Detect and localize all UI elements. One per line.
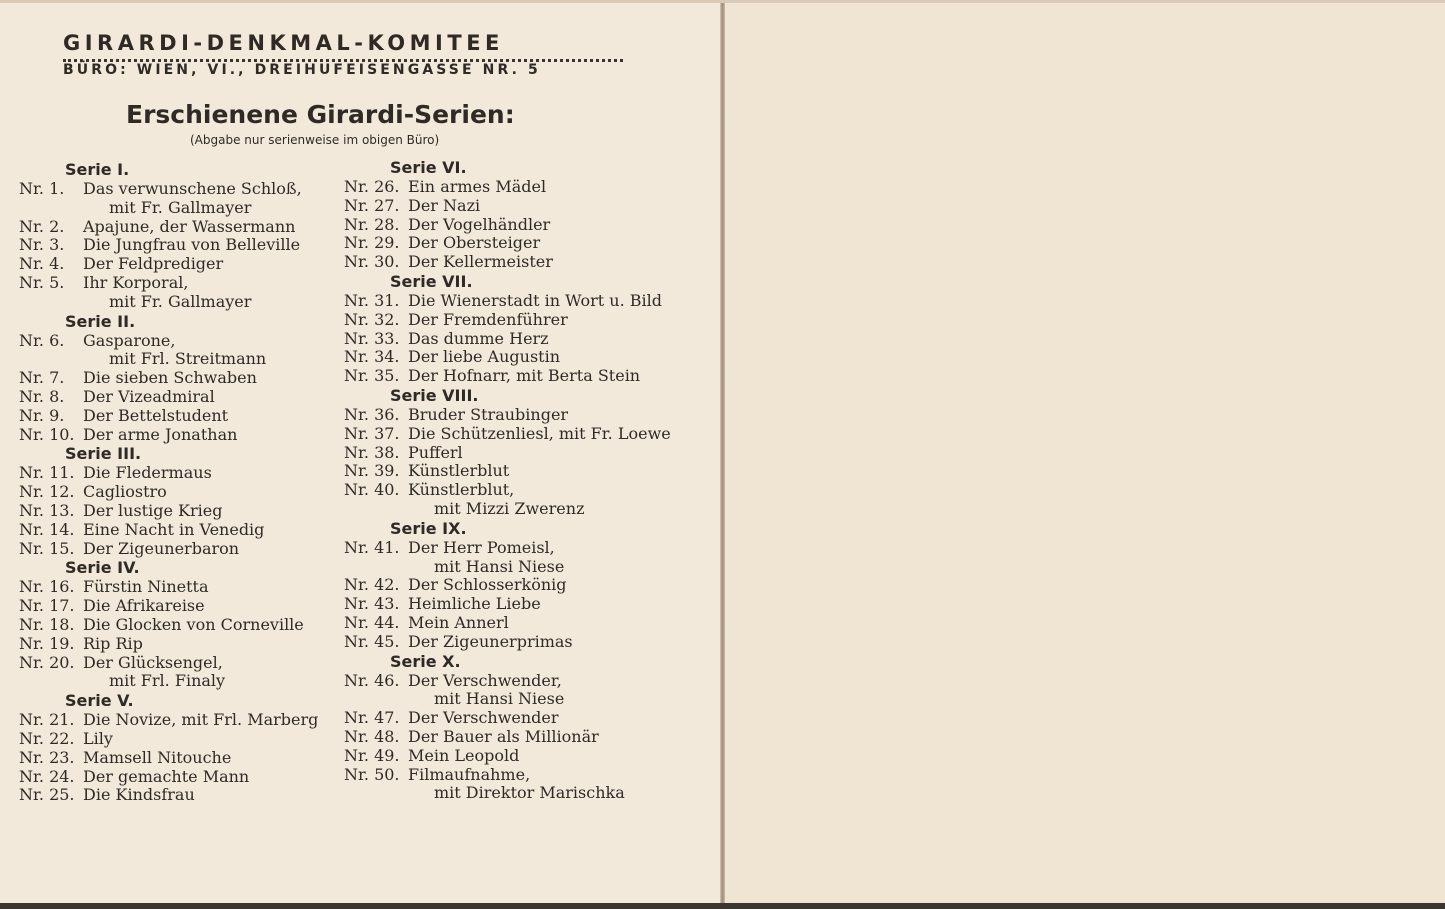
entry-continuation: mit Mizzi Zwerenz [434, 498, 585, 518]
series-entry [344, 747, 671, 766]
entry-title: Der Verschwender, [408, 670, 562, 690]
serie-heading: Serie II. [65, 311, 136, 331]
entry-number: Nr. 5. [19, 272, 65, 292]
top-edge [0, 0, 1445, 3]
series-entry [19, 730, 318, 749]
serie-heading: Serie V. [65, 691, 134, 711]
series-entry [344, 311, 671, 330]
committee-name: GIRARDI-DENKMAL-KOMITEE [63, 31, 504, 55]
serie-block [344, 519, 671, 652]
entry-title: Filmaufnahme, [408, 764, 531, 784]
entry-number: Nr. 39. [344, 461, 400, 481]
entry-title: Der Verschwender [408, 708, 559, 728]
entry-title: Mein Annerl [408, 612, 509, 632]
entry-title: Der Zigeunerprimas [408, 631, 573, 651]
serie-heading: Serie I. [65, 160, 130, 179]
series-entry [19, 786, 318, 805]
series-entry [19, 768, 318, 787]
serie-heading: Serie IV. [65, 558, 140, 578]
serie-heading: Serie VI. [390, 158, 467, 177]
entry-title: Der Schlosserkönig [408, 575, 567, 595]
series-entry [344, 178, 671, 197]
series-entry [344, 234, 671, 253]
series-entry [19, 180, 318, 199]
serie-block [19, 558, 318, 691]
entry-number: Nr. 37. [344, 423, 400, 443]
entry-number: Nr. 22. [19, 728, 75, 748]
series-column-left [19, 160, 318, 805]
entry-title: Der Hofnarr, mit Berta Stein [408, 366, 641, 386]
entry-title: Der Herr Pomeisl, [408, 537, 555, 557]
entry-title: Der Nazi [408, 195, 481, 215]
serie-heading: Serie X. [390, 651, 461, 671]
entry-title: Der Glücksengel, [83, 652, 223, 672]
series-entry [19, 369, 318, 388]
entry-title: Die Fledermaus [83, 463, 212, 483]
serie-heading: Serie VII. [390, 271, 473, 291]
entry-number: Nr. 43. [344, 594, 400, 614]
series-entry [344, 576, 671, 595]
entry-title: Die Wienerstadt in Wort u. Bild [408, 290, 662, 310]
entry-continuation: mit Fr. Gallmayer [109, 291, 252, 311]
series-entry [344, 292, 671, 311]
entry-number: Nr. 45. [344, 631, 400, 651]
serie-block [344, 386, 671, 519]
entry-number: Nr. 2. [19, 216, 65, 236]
entry-number: Nr. 38. [344, 442, 400, 462]
entry-number: Nr. 6. [19, 330, 65, 350]
entry-title: Der Vizeadmiral [83, 386, 215, 406]
entry-number: Nr. 34. [344, 347, 400, 367]
entry-number: Nr. 3. [19, 235, 65, 255]
series-entry [19, 255, 318, 274]
page-title: Erschienene Girardi-Serien: [126, 100, 515, 129]
entry-title: Bruder Straubinger [408, 404, 569, 424]
entry-number: Nr. 25. [19, 785, 75, 805]
series-entry [19, 388, 318, 407]
entry-number: Nr. 35. [344, 366, 400, 386]
series-entry [344, 539, 671, 558]
entry-number: Nr. 17. [19, 596, 75, 616]
entry-title: Die Afrikareise [83, 596, 205, 616]
page-subtitle: (Abgabe nur serienweise im obigen Büro) [190, 133, 440, 147]
entry-title: Die sieben Schwaben [83, 368, 257, 388]
entry-title: Die Novize, mit Frl. Marberg [83, 710, 319, 730]
series-entry [344, 348, 671, 367]
entry-title: Das verwunschene Schloß, [83, 179, 302, 198]
serie-block [344, 272, 671, 386]
entry-number: Nr. 21. [19, 710, 75, 730]
series-entry [344, 253, 671, 272]
series-entry [344, 672, 671, 691]
series-entry [19, 540, 318, 559]
entry-title: Heimliche Liebe [408, 594, 541, 614]
entry-number: Nr. 11. [19, 463, 75, 483]
entry-number: Nr. 8. [19, 386, 65, 406]
series-column-right [344, 158, 671, 803]
series-entry [19, 578, 318, 597]
series-entry [19, 426, 318, 445]
series-entry [19, 502, 318, 521]
entry-number: Nr. 10. [19, 424, 75, 444]
series-entry [19, 521, 318, 540]
entry-number: Nr. 12. [19, 482, 75, 502]
series-entry [344, 728, 671, 747]
entry-number: Nr. 47. [344, 708, 400, 728]
series-entry [344, 425, 671, 444]
series-entry [19, 654, 318, 673]
series-entry [19, 236, 318, 255]
entry-number: Nr. 18. [19, 614, 75, 634]
entry-number: Nr. 30. [344, 252, 400, 272]
serie-block [19, 691, 318, 805]
series-entry [19, 483, 318, 502]
entry-number: Nr. 27. [344, 195, 400, 215]
entry-number: Nr. 13. [19, 500, 75, 520]
entry-title: Der Vogelhändler [408, 214, 551, 234]
office-address: BÜRO: WIEN, VI., DREIHUFEISENGASSE NR. 5 [63, 62, 541, 78]
series-entry [344, 197, 671, 216]
entry-title: Künstlerblut [408, 461, 510, 481]
entry-number: Nr. 19. [19, 633, 75, 653]
series-entry [344, 766, 671, 785]
entry-title: Ein armes Mädel [408, 177, 547, 196]
series-entry [344, 406, 671, 425]
entry-number: Nr. 14. [19, 519, 75, 539]
series-entry [19, 218, 318, 237]
bottom-edge [0, 903, 1445, 909]
serie-heading: Serie III. [65, 444, 142, 464]
entry-number: Nr. 24. [19, 766, 75, 786]
entry-number: Nr. 31. [344, 290, 400, 310]
entry-number: Nr. 7. [19, 368, 65, 388]
entry-number: Nr. 1. [19, 179, 65, 198]
serie-block [344, 652, 671, 804]
serie-block [19, 312, 318, 445]
series-entry [19, 616, 318, 635]
entry-title: Der Feldprediger [83, 254, 224, 274]
series-entry [19, 464, 318, 483]
serie-block [344, 158, 671, 272]
series-entry [344, 216, 671, 235]
serie-block [19, 160, 318, 312]
right-page-blank [724, 0, 1445, 909]
page-fold [720, 0, 725, 909]
entry-continuation: mit Frl. Finaly [109, 671, 226, 691]
entry-title: Der Bauer als Millionär [408, 726, 599, 746]
entry-title: Der liebe Augustin [408, 347, 560, 367]
entry-number: Nr. 9. [19, 405, 65, 425]
entry-title: Mein Leopold [408, 745, 520, 765]
entry-title: Lily [83, 728, 113, 748]
entry-number: Nr. 41. [344, 537, 400, 557]
serie-heading: Serie IX. [390, 518, 467, 538]
entry-number: Nr. 20. [19, 652, 75, 672]
entry-number: Nr. 42. [344, 575, 400, 595]
entry-title: Fürstin Ninetta [83, 577, 209, 597]
entry-number: Nr. 50. [344, 764, 400, 784]
entry-title: Eine Nacht in Venedig [83, 519, 265, 539]
entry-number: Nr. 44. [344, 612, 400, 632]
series-entry [344, 481, 671, 500]
entry-number: Nr. 36. [344, 404, 400, 424]
entry-number: Nr. 46. [344, 670, 400, 690]
entry-number: Nr. 28. [344, 214, 400, 234]
series-entry [19, 635, 318, 654]
entry-number: Nr. 33. [344, 328, 400, 348]
entry-title: Der Zigeunerbaron [83, 538, 240, 558]
entry-title: Mamsell Nitouche [83, 747, 232, 767]
series-entry [344, 709, 671, 728]
serie-block [19, 444, 318, 558]
entry-continuation: mit Hansi Niese [434, 689, 565, 709]
series-entry [19, 711, 318, 730]
entry-number: Nr. 26. [344, 177, 400, 196]
series-entry [344, 462, 671, 481]
entry-title: Der Fremdenführer [408, 309, 568, 329]
entry-number: Nr. 29. [344, 233, 400, 253]
entry-title: Ihr Korporal, [83, 272, 189, 292]
serie-heading: Serie VIII. [390, 385, 479, 405]
entry-number: Nr. 23. [19, 747, 75, 767]
series-entry [19, 274, 318, 293]
entry-title: Das dumme Herz [408, 328, 549, 348]
entry-title: Apajune, der Wassermann [83, 216, 296, 236]
entry-title: Der gemachte Mann [83, 766, 250, 786]
entry-title: Die Glocken von Corneville [83, 614, 304, 634]
entry-title: Die Kindsfrau [83, 785, 195, 805]
entry-title: Die Schützenliesl, mit Fr. Loewe [408, 423, 671, 443]
entry-continuation: mit Direktor Marischka [434, 783, 625, 803]
entry-number: Nr. 40. [344, 480, 400, 500]
series-entry [19, 407, 318, 426]
entry-title: Künstlerblut, [408, 480, 515, 500]
entry-continuation: mit Hansi Niese [434, 556, 565, 576]
series-entry [344, 633, 671, 652]
series-entry [19, 597, 318, 616]
entry-title: Die Jungfrau von Belleville [83, 235, 301, 255]
entry-title: Rip Rip [83, 633, 143, 653]
series-entry [19, 749, 318, 768]
entry-title: Der arme Jonathan [83, 424, 238, 444]
entry-number: Nr. 4. [19, 254, 65, 274]
entry-number: Nr. 49. [344, 745, 400, 765]
entry-continuation: mit Fr. Gallmayer [109, 197, 252, 217]
series-entry [344, 595, 671, 614]
entry-title: Gasparone, [83, 330, 176, 350]
series-entry [344, 367, 671, 386]
entry-continuation: mit Frl. Streitmann [109, 349, 267, 369]
entry-title: Pufferl [408, 442, 463, 462]
entry-title: Der Bettelstudent [83, 405, 229, 425]
entry-title: Der Kellermeister [408, 252, 553, 272]
entry-number: Nr. 32. [344, 309, 400, 329]
series-entry [19, 332, 318, 351]
entry-number: Nr. 16. [19, 577, 75, 597]
series-entry [344, 614, 671, 633]
series-entry [344, 444, 671, 463]
entry-title: Der Obersteiger [408, 233, 541, 253]
entry-title: Cagliostro [83, 482, 167, 502]
entry-number: Nr. 15. [19, 538, 75, 558]
entry-number: Nr. 48. [344, 726, 400, 746]
series-entry [344, 330, 671, 349]
entry-title: Der lustige Krieg [83, 500, 223, 520]
